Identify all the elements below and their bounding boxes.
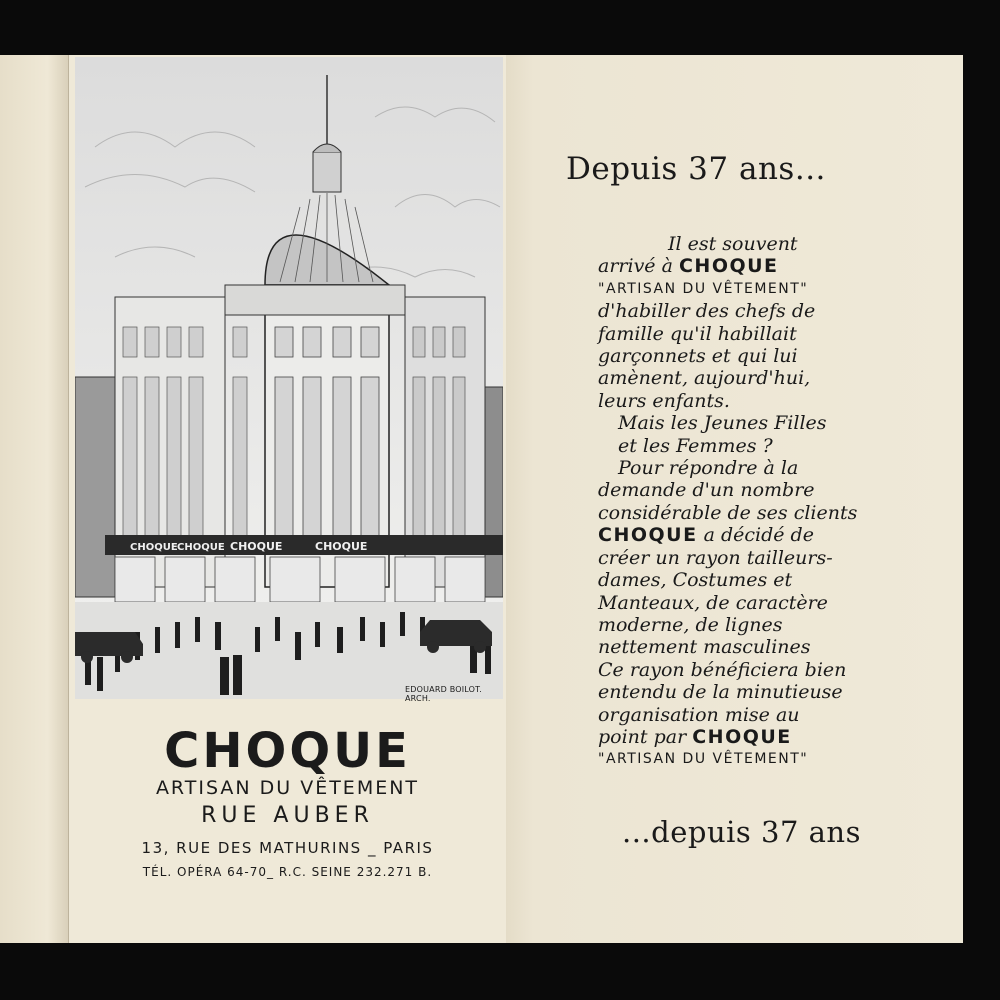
text-line: dames, Costumes et: [598, 569, 793, 592]
brand-tagline: ARTISAN DU VÊTEMENT: [155, 777, 420, 799]
text-line: demande d'un nombre: [598, 479, 815, 502]
text-fragment: a décidé de: [703, 524, 814, 547]
right-page: [506, 55, 963, 943]
brand-telephone: TÉL. OPÉRA 64-70_ R.C. SEINE 232.271 B.: [142, 865, 433, 879]
folded-flap: [0, 55, 69, 943]
text-line: garçonnets et qui lui: [598, 345, 798, 368]
text-line: nettement masculines: [598, 636, 811, 659]
brand-mention: CHOQUE: [598, 524, 698, 547]
text-line: Il est souvent: [668, 233, 798, 255]
shop-sign-2: CHOQUE: [177, 542, 225, 553]
heading-depuis-37-ans: Depuis 37 ans...: [566, 151, 826, 187]
brand-tagline-quote: "ARTISAN DU VÊTEMENT": [598, 280, 809, 297]
brand-street: RUE AUBER: [201, 803, 374, 828]
text-line: [598, 524, 888, 546]
brand-mention: CHOQUE: [692, 725, 792, 748]
text-line: Mais les Jeunes Filles: [618, 412, 827, 435]
brand-tagline-quote: "ARTISAN DU VÊTEMENT": [598, 751, 809, 768]
brand-address: 13, RUE DES MATHURINS _ PARIS: [141, 839, 434, 857]
text-line: moderne, de lignes: [598, 613, 783, 636]
text-line: organisation mise au: [598, 703, 800, 726]
text-line: créer un rayon tailleurs-: [598, 546, 833, 569]
store-building-drawing: [75, 57, 503, 699]
text-line: Pour répondre à la: [618, 457, 799, 480]
text-line: Ce rayon bénéficiera bien: [598, 658, 847, 681]
text-fragment: arrivé à: [598, 255, 673, 278]
brand-mention: CHOQUE: [678, 255, 779, 278]
text-line: d'habiller des chefs de: [598, 300, 816, 323]
architect-credit: EDOUARD BOILOT. ARCH.: [405, 685, 483, 703]
text-line: et les Femmes ?: [618, 434, 773, 457]
building-illustration: [75, 57, 503, 703]
brand-name: CHOQUE: [164, 723, 411, 779]
heading-depuis-37-ans-bottom: ...depuis 37 ans: [622, 815, 861, 849]
text-line: [598, 726, 888, 748]
brochure-spread: [0, 55, 963, 943]
text-line: leurs enfants.: [598, 389, 730, 412]
text-line: amènent, aujourd'hui,: [598, 367, 811, 390]
text-line: famille qu'il habillait: [598, 322, 797, 345]
text-line: considérable de ses clients: [598, 501, 858, 524]
left-page: [69, 55, 506, 943]
shop-sign-3: CHOQUE: [230, 540, 283, 553]
text-line: entendu de la minutieuse: [598, 681, 843, 704]
text-line: [598, 255, 888, 277]
shop-sign-4: CHOQUE: [315, 540, 368, 553]
body-text: [598, 233, 888, 771]
shop-sign-1: CHOQUE: [130, 542, 178, 553]
text-line: Manteaux, de caractère: [598, 591, 828, 614]
text-fragment: point par: [598, 725, 687, 748]
